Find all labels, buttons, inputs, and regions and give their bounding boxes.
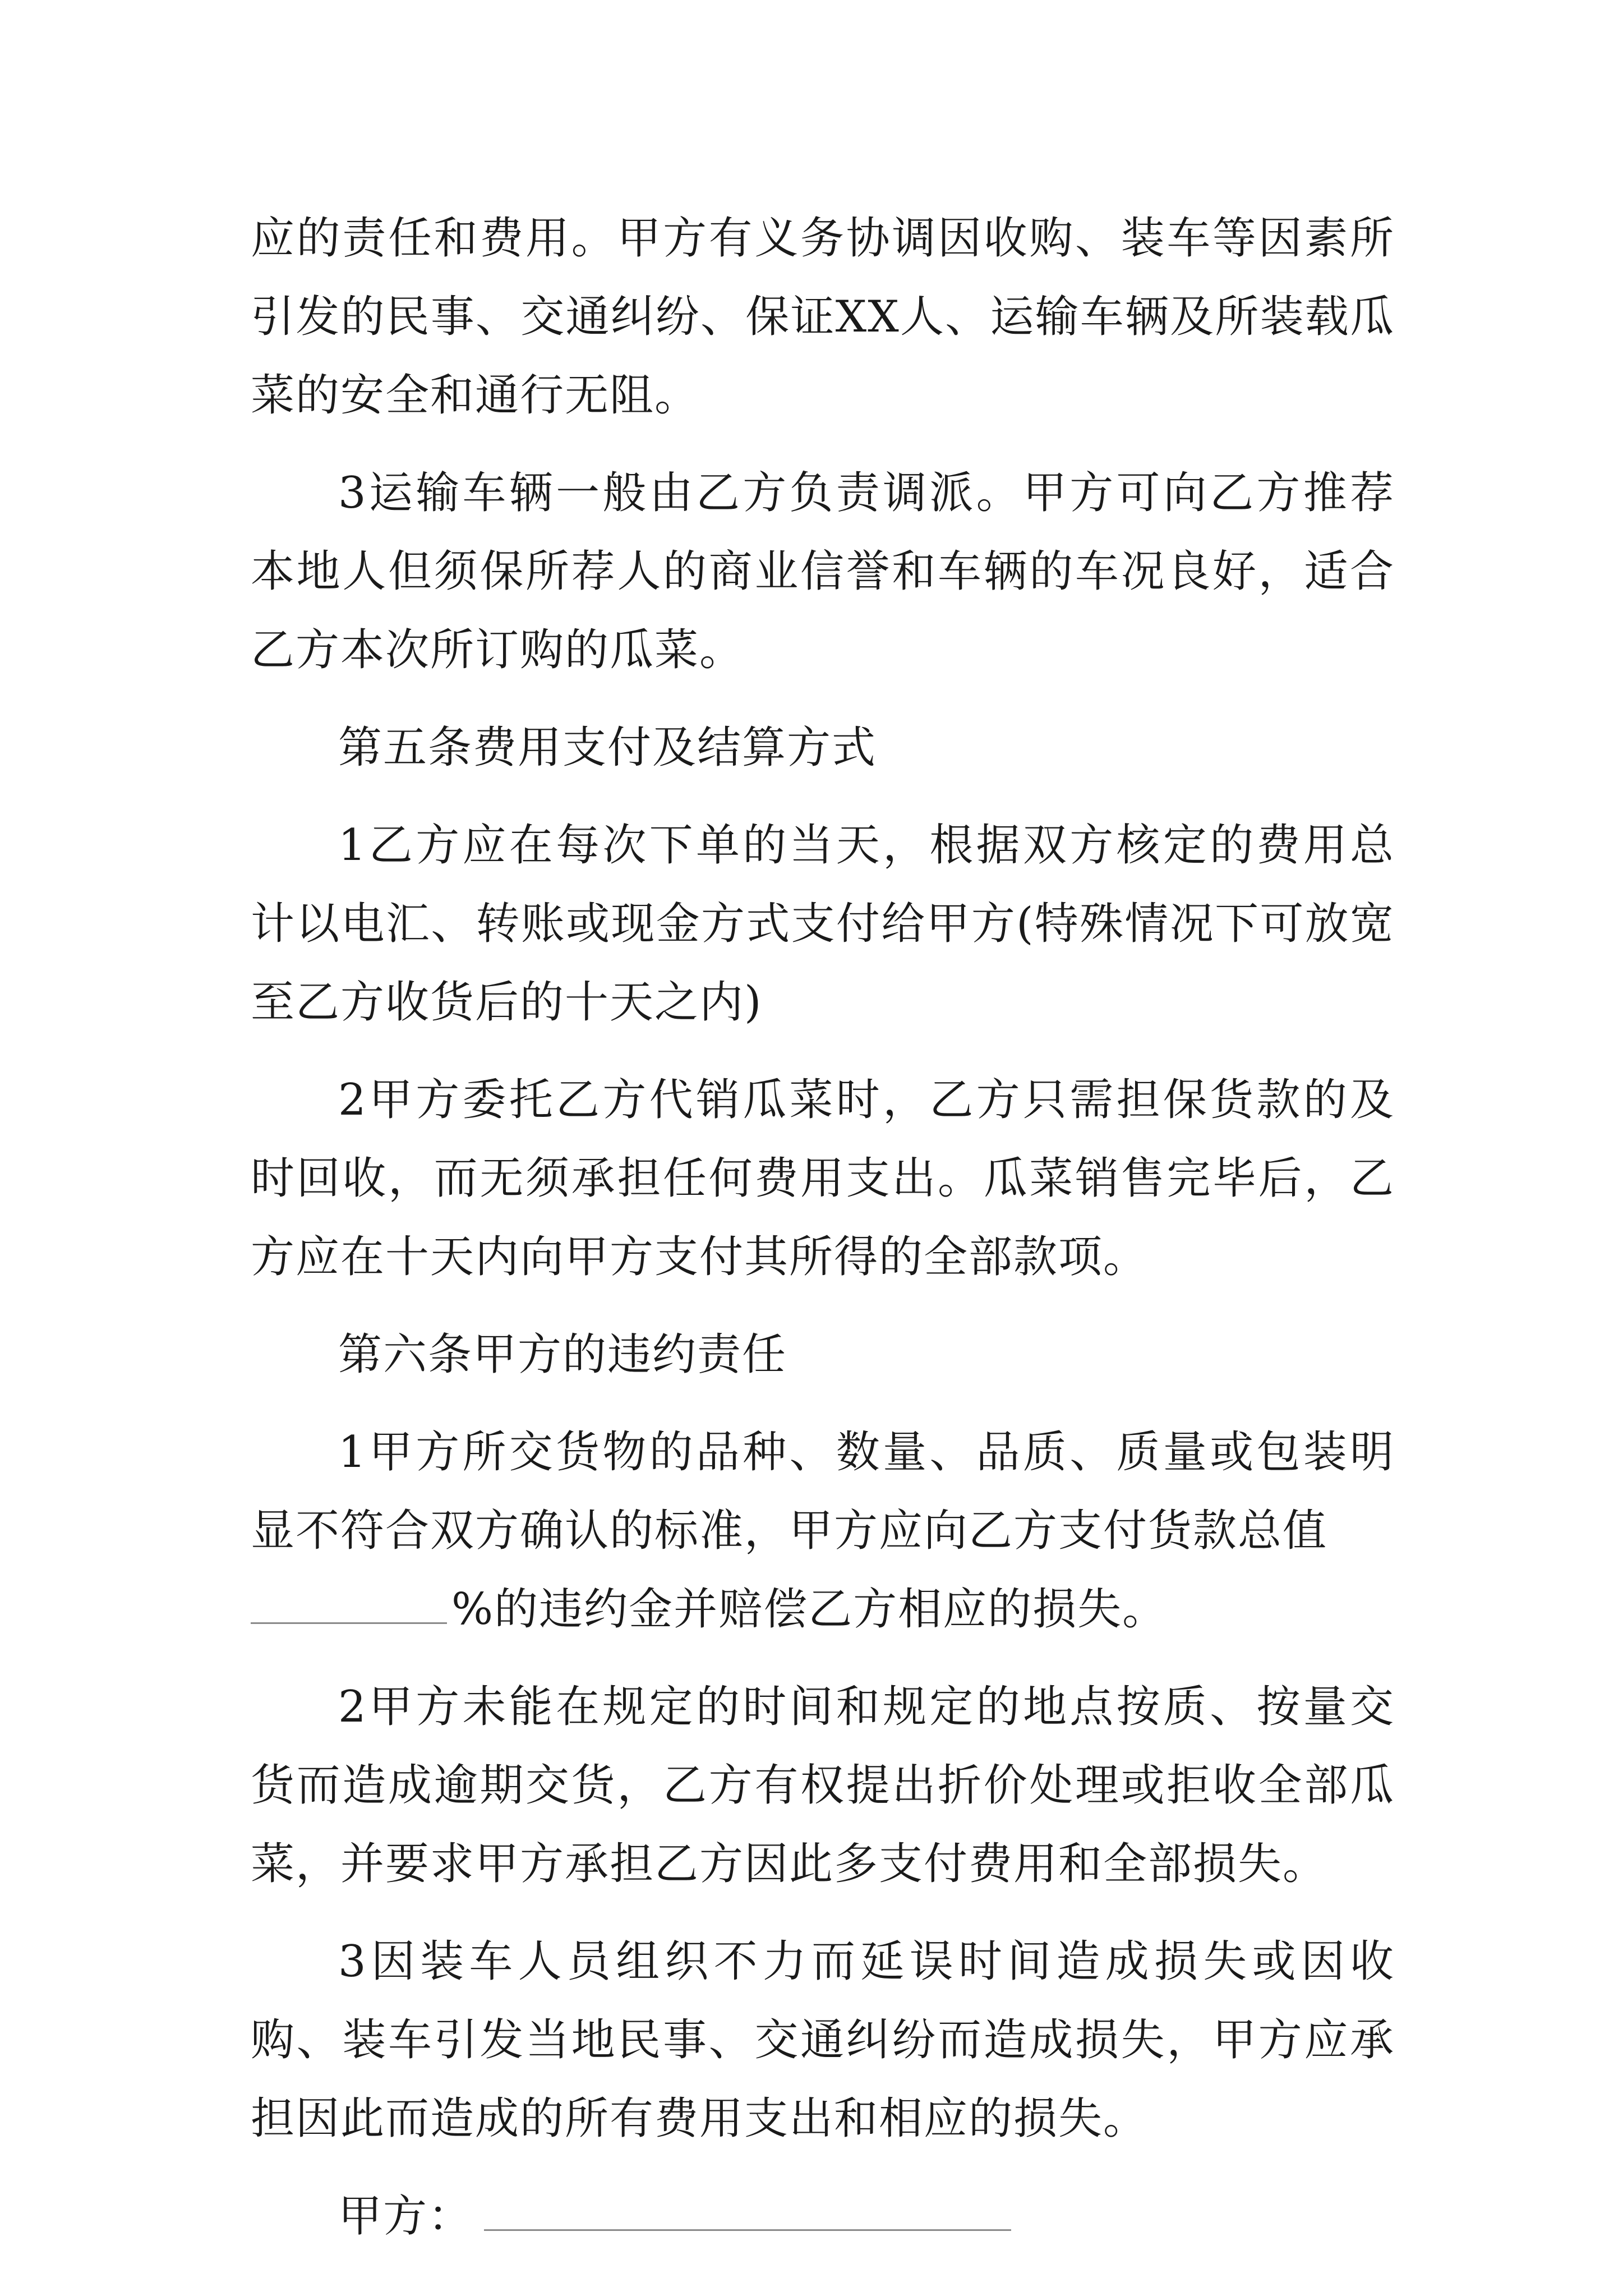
- section-heading-article-5: 第五条费用支付及结算方式: [338, 723, 877, 773]
- signature-blank[interactable]: [484, 2188, 1011, 2231]
- paragraph-continuation: 应的责任和费用。甲方有义务协调因收购、装车等因素所引发的民事、交通纠纷、保证XX人、运输车辆及所装载瓜菜的安全和通行无阻。: [251, 213, 1395, 421]
- paragraph-clause-4-3: 3运输车辆一般由乙方负责调派。甲方可向乙方推荐本地人但须保所荐人的商业信誉和车辆的车况良好，适合乙方本次所订购的瓜菜。: [251, 468, 1395, 675]
- document-page: [251, 199, 1395, 2275]
- paragraph-clause-6-3: 3因装车人员组织不力而延误时间造成损失或因收购、装车引发当地民事、交通纠纷而造成损失，甲方应承担因此而造成的所有费用支出和相应的损失。: [251, 1936, 1395, 2144]
- signature-party-a: [251, 2177, 1395, 2256]
- section-heading-article-6: 第六条甲方的违约责任: [338, 1329, 787, 1380]
- clause-6-1-penalty-line: [251, 1570, 1395, 1649]
- clause-6-1-penalty-text: %的违约金并赔偿乙方相应的损失。: [451, 1584, 1168, 1635]
- paragraph-clause-6-1: [251, 1413, 1395, 1649]
- clause-6-1-text: 1甲方所交货物的品种、数量、品质、质量或包装明显不符合双方确认的标准，甲方应向乙方支付货款总值: [251, 1427, 1395, 1556]
- paragraph-clause-5-2: 2甲方委托乙方代销瓜菜时，乙方只需担保货款的及时回收，而无须承担任何费用支出。瓜菜销售完毕后，乙方应在十天内向甲方支付其所得的全部款项。: [251, 1075, 1395, 1282]
- signature-label: 甲方：: [338, 2191, 473, 2242]
- paragraph-clause-5-1: 1乙方应在每次下单的当天，根据双方核定的费用总计以电汇、转账或现金方式支付给甲方(特殊情况下可放宽至乙方收货后的十天之内): [251, 820, 1395, 1028]
- paragraph-clause-6-2: 2甲方未能在规定的时间和规定的地点按质、按量交货而造成逾期交货，乙方有权提出折价处理或拒收全部瓜菜，并要求甲方承担乙方因此多支付费用和全部损失。: [251, 1682, 1395, 1889]
- penalty-percent-blank[interactable]: [251, 1581, 447, 1624]
